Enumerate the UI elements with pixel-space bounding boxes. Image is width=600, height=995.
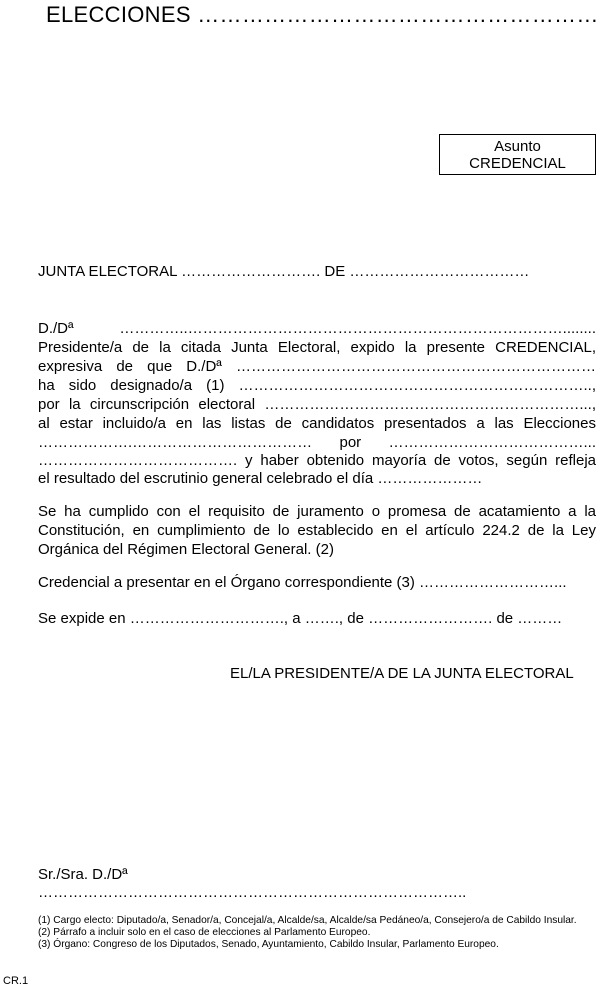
footnote: (1) Cargo electo: Diputado/a, Senador/a, Concejal/a, Alcalde/sa, Alcalde/sa Pedáneo/a, Consejero/a de Cabildo Insular.: [38, 915, 577, 926]
expedition-line: Se expide en …………………………., a ……., de ……………………. de ………: [38, 610, 563, 627]
oath-line: Constitución, en cumplimiento de lo establecido en el artículo 224.2 de la Ley: [38, 522, 596, 539]
recipient-dots: …………………………………………………………………………..: [38, 884, 467, 901]
body-line: ……………….……………………………… por …………………………………...: [38, 434, 596, 451]
signature-title: EL/LA PRESIDENTE/A DE LA JUNTA ELECTORAL: [230, 665, 574, 682]
form-code: CR.1: [3, 975, 29, 987]
body-line: el resultado del escrutinio general celebrado el día …………………: [38, 470, 483, 487]
oath-line: Se ha cumplido con el requisito de juramento o promesa de acatamiento a la: [38, 503, 596, 520]
body-line: ha sido designado/a (1) ……………………………………………………………..,: [38, 377, 596, 394]
subject-value: CREDENCIAL: [469, 155, 566, 172]
body-line: al estar incluido/a en las listas de candidatos presentados a las Elecciones: [38, 415, 596, 432]
body-line: D./Dª …………..…………………………………………………………………........: [38, 320, 596, 337]
junta-electoral-line: JUNTA ELECTORAL ………………………. DE ………………………………: [38, 263, 530, 280]
credential-line: Credencial a presentar en el Órgano correspondiente (3) ………………………...: [38, 574, 567, 591]
subject-box: [439, 134, 596, 175]
footnote: (3) Órgano: Congreso de los Diputados, Senado, Ayuntamiento, Cabildo Insular, Parlamento Europeo.: [38, 939, 499, 950]
document-title: ELECCIONES ………………………………………………: [46, 2, 599, 27]
recipient-label: Sr./Sra. D./Dª: [38, 866, 128, 883]
oath-line: Orgánica del Régimen Electoral General. (2): [38, 541, 334, 558]
subject-label: Asunto: [494, 138, 541, 155]
body-line: …………………………………. y haber obtenido mayoría de votos, según refleja: [38, 452, 596, 469]
body-line: por la circunscripción electoral ………………………………………………………...,: [38, 396, 596, 413]
footnote: (2) Párrafo a incluir solo en el caso de elecciones al Parlamento Europeo.: [38, 927, 371, 938]
body-line: expresiva de que D./Dª ………………………………………………………………: [38, 358, 596, 375]
body-line: Presidente/a de la citada Junta Electoral, expido la presente CREDENCIAL,: [38, 339, 596, 356]
